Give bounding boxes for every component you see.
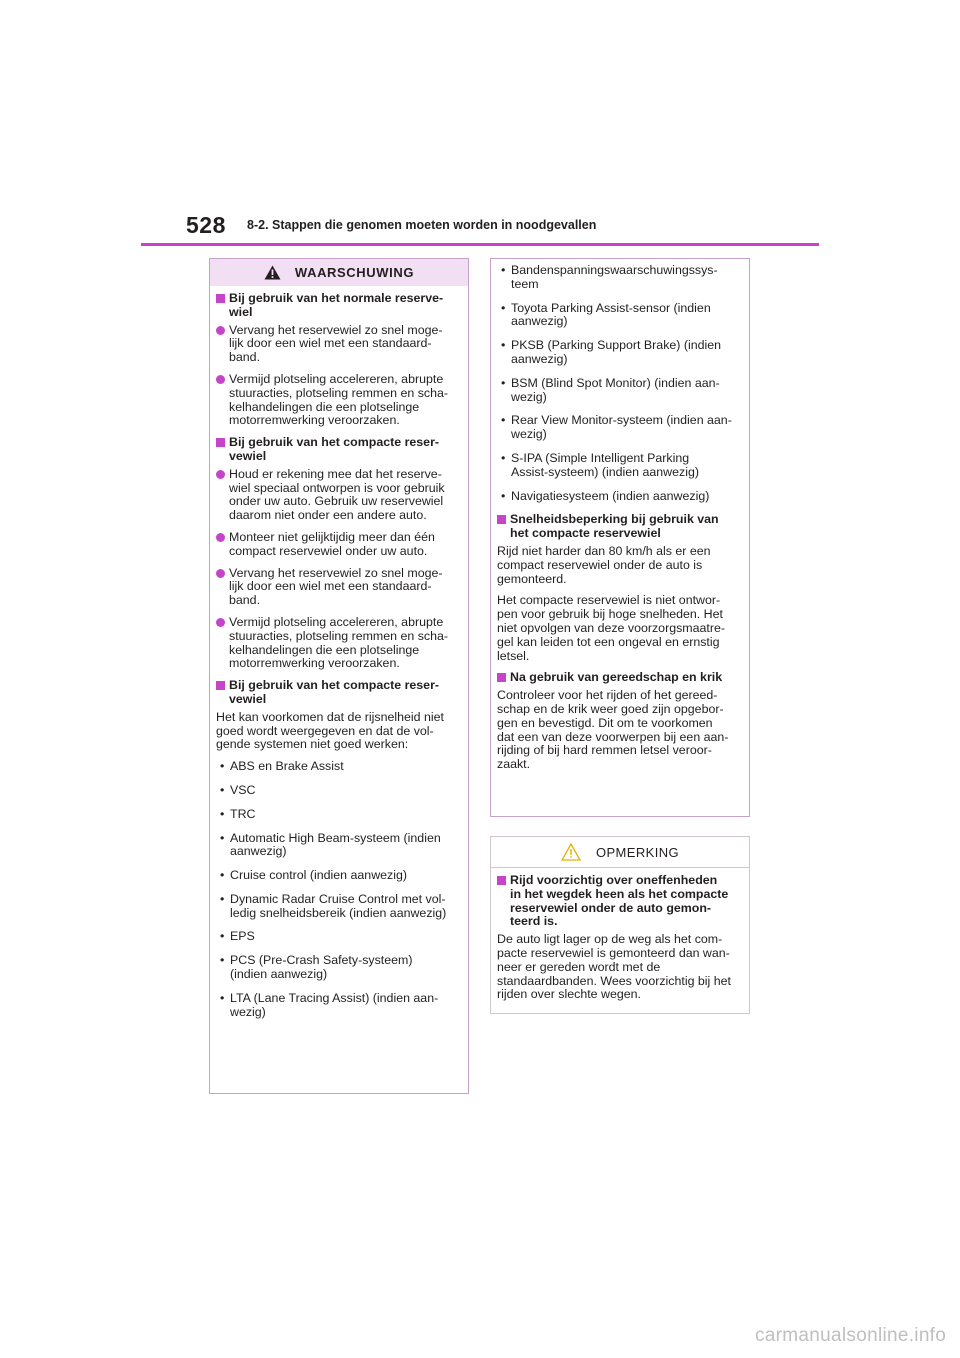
list-item: • BSM (Blind Spot Monitor) (indien aan- wezig) [501, 375, 720, 404]
list-item: • Rear View Monitor-systeem (indien aan- wezig) [501, 413, 732, 442]
circle-bullet-icon [216, 470, 225, 479]
square-bullet-icon [497, 876, 506, 885]
section-title: 8-2. Stappen die genomen moeten worden in noodgevallen [247, 218, 597, 232]
warning-item: Monteer niet gelijktijdig meer dan één compact reservewiel onder uw auto. [216, 531, 462, 559]
speed-limit-paragraph-2: Het compacte reservewiel is niet ontwor- pen voor gebruik bij hoge snelheden. Het niet opvolgen van deze voorzorgsmaatre- gel kan leiden tot een ongeval en ernstig letsel. [497, 593, 725, 663]
list-item: • Dynamic Radar Cruise Control met vol- ledig snelheidsbereik (indien aanwezig) [220, 891, 447, 920]
square-bullet-icon [216, 438, 225, 447]
list-item: • Automatic High Beam-systeem (indien aanwezig) [220, 830, 441, 859]
warning-triangle-icon [264, 265, 281, 280]
list-item: • EPS [220, 929, 255, 944]
list-item: • Bandenspanningswaarschuwingssys- teem [501, 263, 718, 291]
square-bullet-icon [497, 673, 506, 682]
square-bullet-icon [216, 681, 225, 690]
warning-continuation-box [490, 258, 750, 817]
circle-bullet-icon [216, 375, 225, 384]
warning-paragraph: Het kan voorkomen dat de rijsnelheid niet goed wordt weergegeven en dat de vol- gende systemen niet goed werken: [216, 709, 444, 752]
warning-header [210, 259, 468, 286]
circle-bullet-icon [216, 533, 225, 542]
list-item: • S-IPA (Simple Intelligent Parking Assist-systeem) (indien aanwezig) [501, 450, 699, 479]
list-item: • Cruise control (indien aanwezig) [220, 868, 407, 883]
list-item: • Navigatiesysteem (indien aanwezig) [501, 488, 710, 503]
note-paragraph: De auto ligt lager op de weg als het com- pacte reservewiel is gemonteerd dan wan- neer er gereden wordt met de standaardbanden. Wees voorzichtig bij het rijden over slechte wegen. [497, 932, 731, 1002]
note-box [490, 836, 750, 1014]
speed-limit-paragraph: Rijd niet harder dan 80 km/h als er een compact reservewiel onder de auto is gemonteerd. [497, 543, 711, 586]
circle-bullet-icon [216, 569, 225, 578]
list-item: • VSC [220, 782, 256, 797]
square-bullet-icon [497, 515, 506, 524]
note-header [491, 837, 749, 867]
list-item: • PKSB (Parking Support Brake) (indien aanwezig) [501, 338, 722, 366]
warning-item: Houd er rekening mee dat het reserve- wiel speciaal ontworpen is voor gebruik onder uw auto. Gebruik uw reservewiel daarom niet onder een andere auto. [216, 468, 462, 523]
warning-item: Vermijd plotseling accelereren, abrupte stuuracties, plotseling remmen en scha- kelhandelingen die een plotselinge motorremwerking veroorzaken. [216, 373, 462, 428]
warning-box [209, 258, 469, 1094]
page-number: 528 [186, 212, 226, 238]
warning-title: WAARSCHUWING [294, 265, 415, 280]
circle-bullet-icon [216, 326, 225, 335]
note-title: OPMERKING [595, 844, 680, 860]
list-item: • Toyota Parking Assist-sensor (indien aanwezig) [501, 300, 711, 329]
warning-item: Vervang het reservewiel zo snel moge- lijk door een wiel met een standaard- band. [216, 567, 462, 608]
warning-item: Vermijd plotseling accelereren, abrupte stuuracties, plotseling remmen en scha- kelhandelingen die een plotselinge motorremwerking veroorzaken. [216, 616, 462, 671]
list-item: • LTA (Lane Tracing Assist) (indien aan- wezig) [220, 990, 439, 1019]
square-bullet-icon [216, 294, 225, 303]
warning-heading-normal-spare: Bij gebruik van het normale reserve- wiel [216, 292, 462, 320]
list-item: • ABS en Brake Assist [220, 759, 344, 774]
header-rule [141, 243, 819, 246]
warning-item: Vervang het reservewiel zo snel moge- lijk door een wiel met een standaard- band. [216, 324, 462, 365]
list-item: • PCS (Pre-Crash Safety-systeem) (indien aanwezig) [220, 953, 413, 982]
tools-heading: Na gebruik van gereedschap en krik [497, 671, 743, 685]
list-item: • TRC [220, 806, 256, 821]
tools-paragraph: Controleer voor het rijden of het gereed- schap en de krik weer goed zijn opgebor- gen en bevestigd. Dit om te voorkomen dat een van deze voorwerpen bij een aan- rijding of bij hard remmen letsel veroor- zaakt. [497, 688, 729, 772]
note-heading: Rijd voorzichtig over oneffenheden in het wegdek heen als het compacte reservewiel onder de auto gemon- teerd is. [497, 874, 743, 929]
warning-heading-compact-spare: Bij gebruik van het compacte reser- vewiel [216, 436, 462, 464]
caution-triangle-outline-icon [561, 843, 581, 861]
watermark: carmanualsonline.info [755, 1325, 947, 1346]
circle-bullet-icon [216, 618, 225, 627]
warning-heading-compact-spare-2: Bij gebruik van het compacte reser- vewiel [216, 679, 462, 707]
speed-limit-heading: Snelheidsbeperking bij gebruik van het compacte reservewiel [497, 513, 743, 541]
